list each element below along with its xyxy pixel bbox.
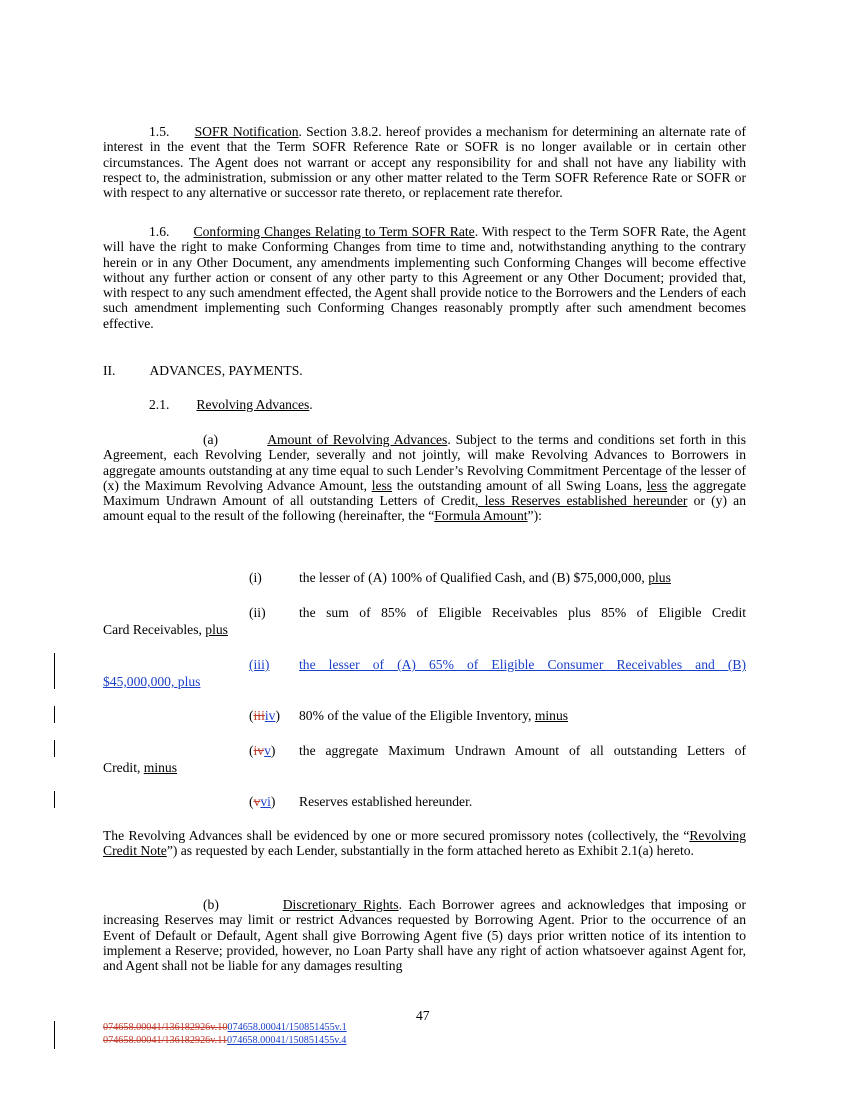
item-label-paren: ) <box>275 708 280 723</box>
body-text: or (y) an amount equal to the result of the following (hereinafter, the “ <box>103 493 747 524</box>
formula-item-vi-text <box>299 794 472 809</box>
subsection-label: (a) <box>203 432 219 447</box>
formula-item-v-continuation <box>103 760 177 775</box>
body-text: the aggregate Maximum Undrawn Amount of all outstanding Letters of Credit <box>103 477 747 509</box>
deleted-numeral: iv <box>253 743 265 758</box>
item-text: the lesser of (A) 65% of Eligible Consumer Receivables and (B) <box>299 657 746 672</box>
change-bar <box>54 653 55 689</box>
item-label-paren: ( <box>249 708 254 723</box>
item-text: Credit, <box>103 760 144 775</box>
section-number: 1.6. <box>149 224 170 239</box>
formula-item-i <box>249 570 262 585</box>
formula-item-iii-text <box>299 657 746 672</box>
section-1-6 <box>103 224 746 331</box>
formula-item-iii-continuation <box>103 674 200 689</box>
section-title: Conforming Changes Relating to Term SOFR Rate <box>193 224 475 239</box>
section-number: 1.5. <box>149 124 170 139</box>
formula-item-iii <box>249 657 269 672</box>
inserted-doc-id: 074658.00041/150851455v.1 <box>227 1022 347 1033</box>
article-title: ADVANCES, PAYMENTS. <box>149 363 303 378</box>
formula-item-ii-continuation <box>103 622 228 637</box>
section-title: Revolving Advances <box>196 397 310 412</box>
minus-term: minus <box>143 760 178 775</box>
subsection-title: Amount of Revolving Advances <box>267 432 448 447</box>
section-body: . With respect to the Term SOFR Rate, the Agent will have the right to make Conforming Changes from time to time and, notwithstanding anything to the contrary herein or in any Other Document, any amendments implementing such Conforming Changes will become effective without any further action or consent of any other party to this Agreement or any Other Document; provided that, with respect to any such amendment effected, the Agent shall provide notice to the Borrowers and the Lenders of each such amendment implementing such Conforming Changes reasonably promptly after such amendment becomes effective. <box>103 224 747 331</box>
item-label: (ii) <box>249 605 266 620</box>
formula-amount-term: Formula Amount <box>434 508 528 524</box>
item-label-paren: ( <box>249 794 254 809</box>
section-title-period: . <box>309 397 313 412</box>
inserted-numeral: iv <box>264 708 276 723</box>
footer-doc-id-1 <box>103 1022 347 1034</box>
item-text: Reserves established hereunder. <box>299 794 473 809</box>
change-bar <box>54 706 55 723</box>
item-label-paren: ) <box>270 794 276 809</box>
item-text: 80% of the value of the Eligible Inventory, <box>299 708 535 723</box>
section-2-1-b <box>103 897 746 973</box>
section-1-5 <box>103 124 746 200</box>
item-text: $45,000,000, plus <box>103 674 201 689</box>
page-number: 47 <box>416 1008 430 1023</box>
item-label: (iii) <box>249 657 270 672</box>
minus-term: minus <box>534 708 569 723</box>
formula-item-vi <box>249 794 275 809</box>
revolving-credit-note-term: Revolving Credit Note <box>103 828 746 859</box>
deleted-doc-id: 074658.00041/136182926v.10 <box>103 1022 228 1033</box>
body-text: The Revolving Advances shall be evidenced by one or more secured promissory notes (collectively, the “ <box>103 828 690 843</box>
plus-term: plus <box>648 570 671 585</box>
plus-term: plus <box>205 622 228 637</box>
item-text: the sum of 85% of Eligible Receivables plus 85% of Eligible Credit <box>299 605 746 620</box>
body-text: ”) as requested by each Lender, substantially in the form attached hereto as Exhibit 2.1(a) hereto. <box>166 843 694 859</box>
formula-item-v-text <box>299 743 746 758</box>
item-text: Card Receivables, <box>103 622 206 637</box>
article-heading <box>103 363 303 378</box>
formula-item-v <box>249 743 275 758</box>
formula-item-iv <box>249 708 280 723</box>
footer-doc-id-2 <box>103 1035 346 1047</box>
subsection-label: (b) <box>203 897 219 912</box>
change-bar <box>54 1021 55 1049</box>
formula-item-ii-text <box>299 605 746 620</box>
inserted-doc-id: 074658.00041/150851455v.4 <box>227 1035 347 1046</box>
item-text: the aggregate Maximum Undrawn Amount of all outstanding Letters of <box>299 743 746 758</box>
deleted-numeral: v <box>253 794 261 809</box>
less-term: less <box>371 477 393 493</box>
revolving-credit-note-paragraph <box>103 828 746 859</box>
item-label: (i) <box>249 570 262 585</box>
change-bar <box>54 740 55 757</box>
formula-item-i-text <box>299 570 671 585</box>
body-text: ”): <box>527 508 542 524</box>
article-number: II. <box>103 363 116 378</box>
item-text: the lesser of (A) 100% of Qualified Cash, and (B) $75,000,000, <box>299 570 649 585</box>
item-label-paren: ( <box>249 743 254 758</box>
section-body: . Section 3.8.2. hereof provides a mechanism for determining an alternate rate of interest in the event that the Term SOFR Reference Rate or SOFR is no longer available or in certain other circumstances. The Agent does not warrant or accept any responsibility for and shall not have any liability with respect to, the administration, submission or any other matter related to the Term SOFR Reference Rate or SOFR or with respect to any alternative or successor rate thereto, or replacement rate therefor. <box>103 124 747 201</box>
deleted-numeral: iii <box>253 708 265 723</box>
formula-item-ii <box>249 605 266 620</box>
section-title: SOFR Notification <box>194 124 299 139</box>
body-text: . Subject to the terms and conditions set forth in this Agreement, each Revolving Lender, severally and not jointly, will make Revolving Advances to Borrowers in aggregate amounts outstanding at any time equal to such Lender’s Revolving Commitment Percentage of the lesser of (x) the Maximum Revolving Advance Amount, <box>103 432 747 493</box>
body-text: the outstanding amount of all Swing Loans, <box>392 477 647 493</box>
inserted-numeral: vi <box>260 794 271 809</box>
section-2-1-heading <box>149 397 313 412</box>
body-text: . Each Borrower agrees and acknowledges that imposing or increasing Reserves may limit or restrict Advances requested by Borrowing Agent. Prior to the occurrence of an Event of Default or Default, Agent shall give Borrowing Agent five (5) days prior written notice of its intention to implement a Reserve; provided, however, no Loan Party shall have any right of action whatsoever against Agent for, and Agent shall not be liable for any damages resulting <box>103 897 746 974</box>
inserted-numeral: v <box>264 743 271 758</box>
less-term: less <box>646 477 668 493</box>
item-label-paren: ) <box>270 743 276 758</box>
section-2-1-a <box>103 432 746 524</box>
less-reserves-term: , less Reserves established hereunder <box>475 493 688 509</box>
deleted-doc-id: 074658.00041/136182926v.11 <box>103 1035 228 1046</box>
section-number: 2.1. <box>149 397 170 412</box>
formula-item-iv-text <box>299 708 568 723</box>
subsection-title: Discretionary Rights <box>282 897 399 912</box>
change-bar <box>54 791 55 808</box>
